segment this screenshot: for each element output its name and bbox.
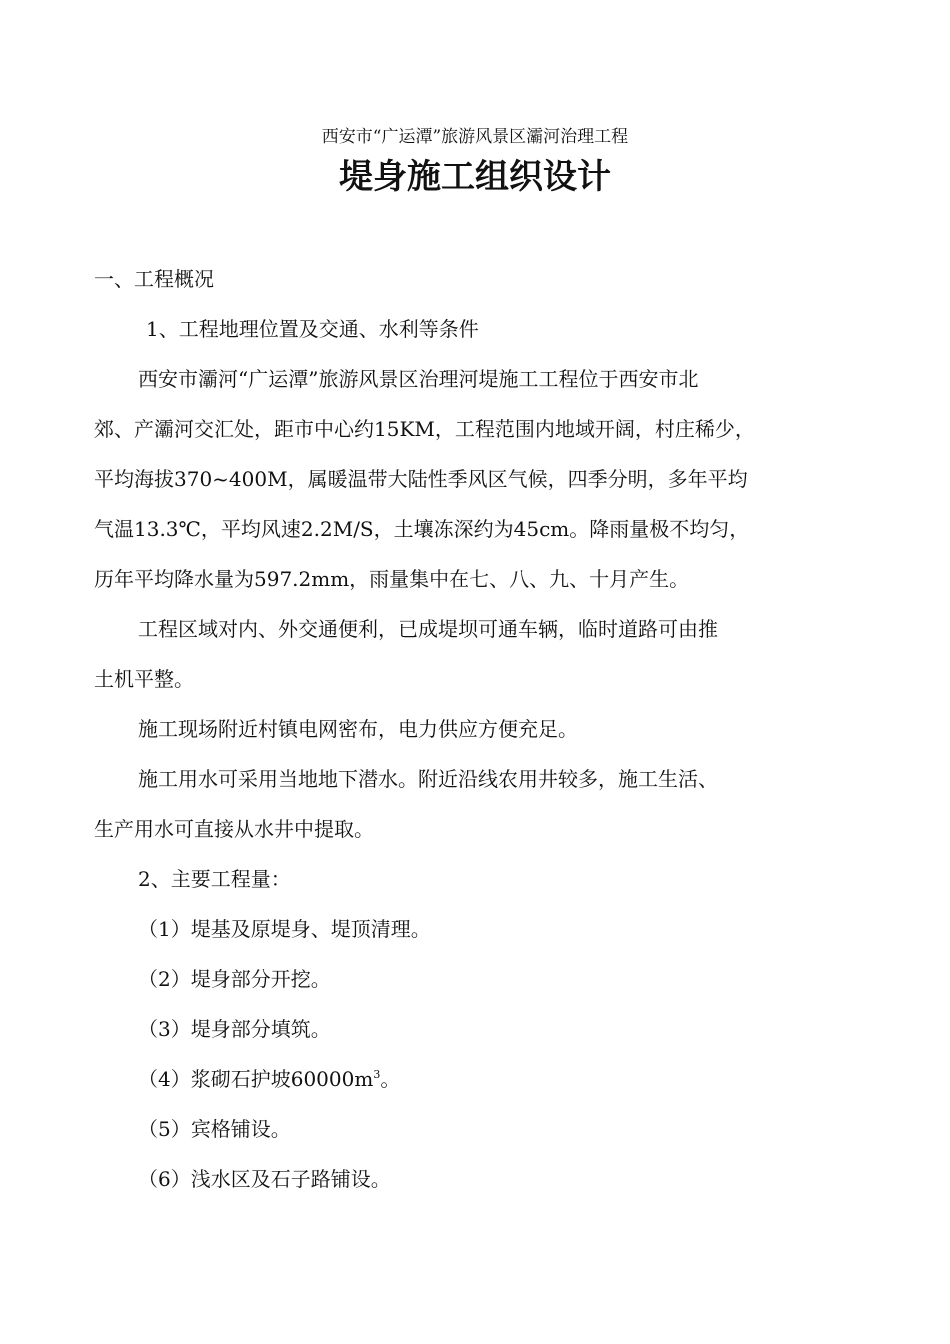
paragraph-line: 生产用水可直接从水井中提取。 <box>94 817 374 841</box>
list-item: （3）堤身部分填筑。 <box>138 1017 331 1041</box>
list-item-text: （4）浆砌石护坡60000m <box>138 1067 374 1091</box>
list-item-punctuation: 。 <box>380 1067 401 1091</box>
paragraph-line: 历年平均降水量为597.2mm，雨量集中在七、八、九、十月产生。 <box>94 567 690 591</box>
paragraph-line: 工程区域对内、外交通便利，已成堤坝可通车辆，临时道路可由推 <box>138 617 718 641</box>
list-item: （2）堤身部分开挖。 <box>138 967 331 991</box>
paragraph-line: 施工现场附近村镇电网密布，电力供应方便充足。 <box>138 717 578 741</box>
document-body <box>94 254 834 1204</box>
subsection-heading-location: 1、工程地理位置及交通、水利等条件 <box>146 317 479 341</box>
document-title: 堤身施工组织设计 <box>339 157 611 197</box>
paragraph-line: 气温13.3℃，平均风速2.2M/S，土壤冻深约为45cm。降雨量极不均匀， <box>94 517 750 541</box>
section-heading-overview: 一、工程概况 <box>94 267 214 291</box>
paragraph-line: 西安市灞河“广运潭”旅游风景区治理河堤施工工程位于西安市北 <box>138 367 699 391</box>
paragraph-line: 郊、产灞河交汇处，距市中心约15KM，工程范围内地域开阔，村庄稀少， <box>94 417 755 441</box>
paragraph-line: 平均海拔370~400M，属暖温带大陆性季风区气候，四季分明，多年平均 <box>94 467 748 491</box>
document-subtitle: 西安市“广运潭”旅游风景区灞河治理工程 <box>321 127 629 147</box>
subsection-heading-quantities: 2、主要工程量： <box>138 867 291 891</box>
superscript-exponent: 3 <box>373 1068 381 1081</box>
list-item: （6）浅水区及石子路铺设。 <box>138 1167 391 1191</box>
paragraph-line: 施工用水可采用当地地下潜水。附近沿线农用井较多，施工生活、 <box>138 767 718 791</box>
list-item: （5）宾格铺设。 <box>138 1117 291 1141</box>
list-item <box>94 1054 834 1104</box>
list-item: （1）堤基及原堤身、堤顶清理。 <box>138 917 431 941</box>
paragraph-line: 土机平整。 <box>94 667 194 691</box>
